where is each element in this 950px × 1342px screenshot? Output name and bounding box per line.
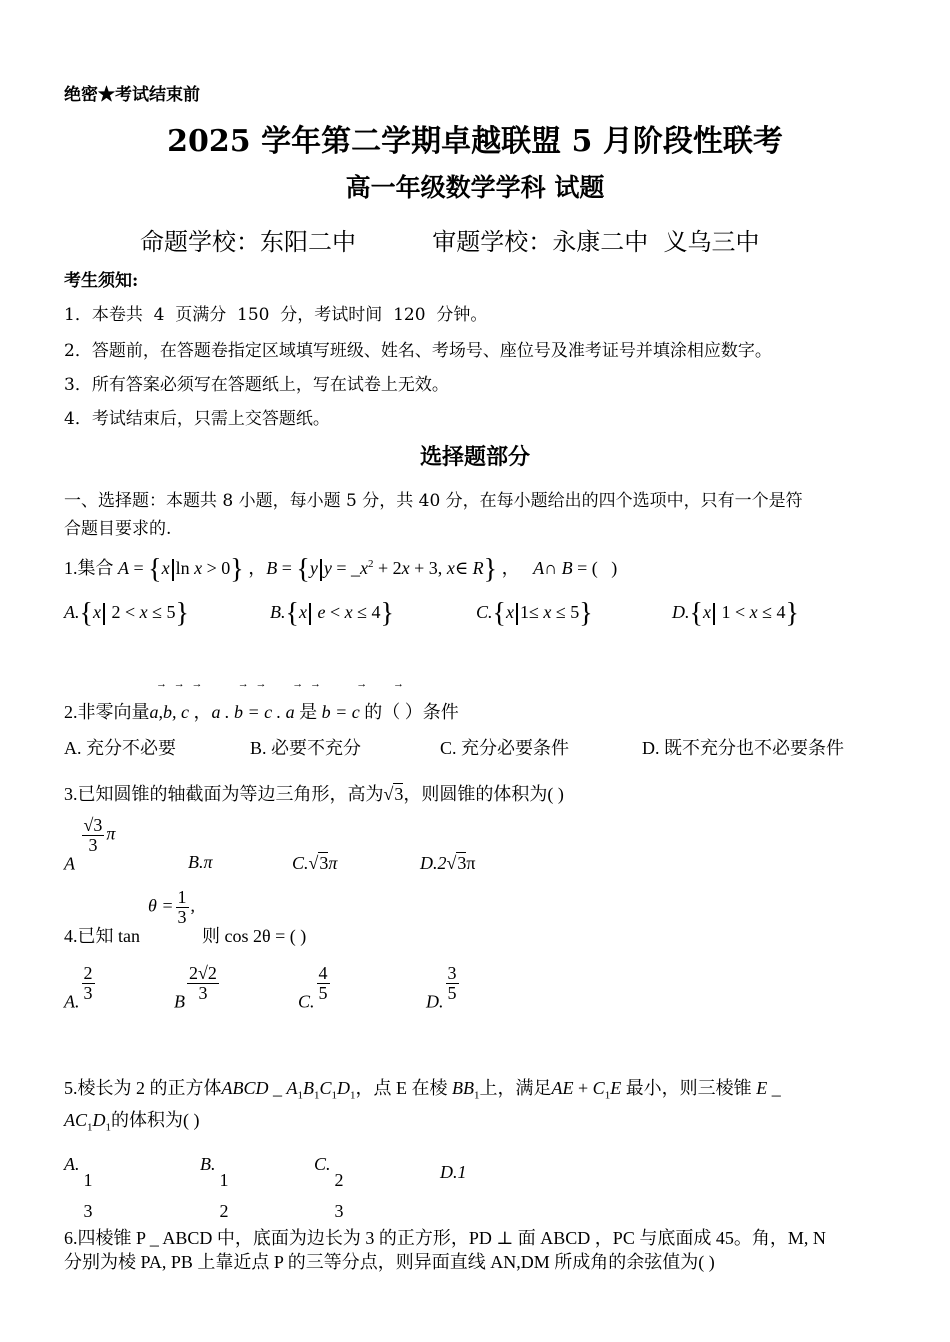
question-5-option-a: A. 1 3 xyxy=(64,1154,93,1221)
question-5-option-d: D.1 xyxy=(440,1162,467,1182)
question-2-option-b: B. 必要不充分 xyxy=(250,738,362,758)
section-intro: 一、选择题：本题共 8 小题，每小题 5 分，共 40 分，在每小题给出的四个选项中，只有一个是符 xyxy=(64,491,803,511)
question-5-stem-line1: 5.棱长为 2 的正方体ABCD _ $A_1B_1C_1D_1$，点 E 在棱 $BB_1$上，满足AE + $C_1E$ 最小，则三棱锥 E _ xyxy=(64,1078,781,1102)
question-5-option-c: C. 2 3 xyxy=(314,1154,344,1221)
question-4-stem-left: 4.已知 tan xyxy=(64,926,140,946)
question-1-option-d: D.{x 1 < x ≤ 4} xyxy=(672,598,799,629)
question-1-option-c: C.{x 1≤ x ≤ 5} xyxy=(476,598,593,629)
vector-arrows: → → → → → → → → → xyxy=(156,678,406,690)
exam-subtitle: 高一年级数学学科 试题 xyxy=(345,173,605,202)
question-4-option-a: A. $\frac{2}{3}$ xyxy=(64,963,93,1012)
question-3-stem: 3.已知圆锥的轴截面为等边三角形，高为√3，则圆锥的体积为( ) xyxy=(64,784,564,804)
question-3-option-a: A $\frac{√3}{3}$ π xyxy=(64,815,116,874)
secret-label: 绝密★考试结束前 xyxy=(64,85,200,105)
section-intro-cont: 合题目要求的. xyxy=(64,519,172,539)
question-2-stem: 2.非零向量a,b, c ，a . b = c . a 是 b = c 的（ ）条件 xyxy=(64,702,459,722)
question-3-option-b: B.π xyxy=(188,852,213,872)
school-info: 命题学校：东阳二中 审题学校：永康二中 义乌三中 xyxy=(140,228,760,256)
notice-item: 2．答题前，在答题卷指定区域填写班级、姓名、考场号、座位号及准考证号并填涂相应数字。 xyxy=(64,341,772,361)
question-1-option-a: A.{x 2 < x ≤ 5} xyxy=(64,598,189,629)
question-4-option-c: C. $\frac{4}{5}$ xyxy=(298,963,328,1012)
section-title: 选择题部分 xyxy=(419,444,530,470)
notice-heading: 考生须知: xyxy=(64,271,139,291)
question-6-stem-line2: 分别为棱 PA, PB 上靠近点 P 的三等分点，则异面直线 AN,DM 所成角的余弦值为( ) xyxy=(64,1252,715,1272)
question-5-option-b: B. 1 2 xyxy=(200,1154,229,1221)
question-4-option-d: D. $\frac{3}{5}$ xyxy=(426,963,457,1012)
question-4-tan-fraction: θ = $\frac{1}{3}$ , xyxy=(148,887,195,927)
question-4-stem-right: 则 cos 2θ = ( ) xyxy=(202,926,307,946)
exam-title: 2025 学年第二学期卓越联盟 5 月阶段性联考 xyxy=(167,124,783,159)
question-6-stem-line1: 6.四棱锥 P _ ABCD 中，底面为边长为 3 的正方形，PD ⊥ 面 ABCD ，PC 与底面成 45。角，M, N xyxy=(64,1228,826,1248)
question-4-option-b: B $\frac{2√2}{3}$ xyxy=(174,963,217,1012)
question-5-stem-line2: $AC_1D_1$的体积为( ) xyxy=(64,1110,200,1134)
question-3-option-d: D.2√3π xyxy=(420,853,476,873)
question-2-option-a: A. 充分不必要 xyxy=(64,738,176,758)
question-2-option-d: D. 既不充分也不必要条件 xyxy=(642,738,844,758)
question-1-stem: 1.集合 A = {x ln x > 0} ，B = {y $y = \_x^2 + 2x + 3$, x∈ R} ， A∩ B = ( ) xyxy=(64,553,618,585)
question-2-option-c: C. 充分必要条件 xyxy=(440,738,570,758)
notice-item: 1．本卷共 4 页满分 150 分，考试时间 120 分钟。 xyxy=(64,305,488,325)
question-1-option-b: B.{x e < x ≤ 4} xyxy=(270,598,394,629)
notice-item: 4．考试结束后，只需上交答题纸。 xyxy=(64,409,330,429)
question-3-option-c: C.√3π xyxy=(292,853,338,873)
notice-item: 3．所有答案必须写在答题纸上，写在试卷上无效。 xyxy=(64,375,449,395)
